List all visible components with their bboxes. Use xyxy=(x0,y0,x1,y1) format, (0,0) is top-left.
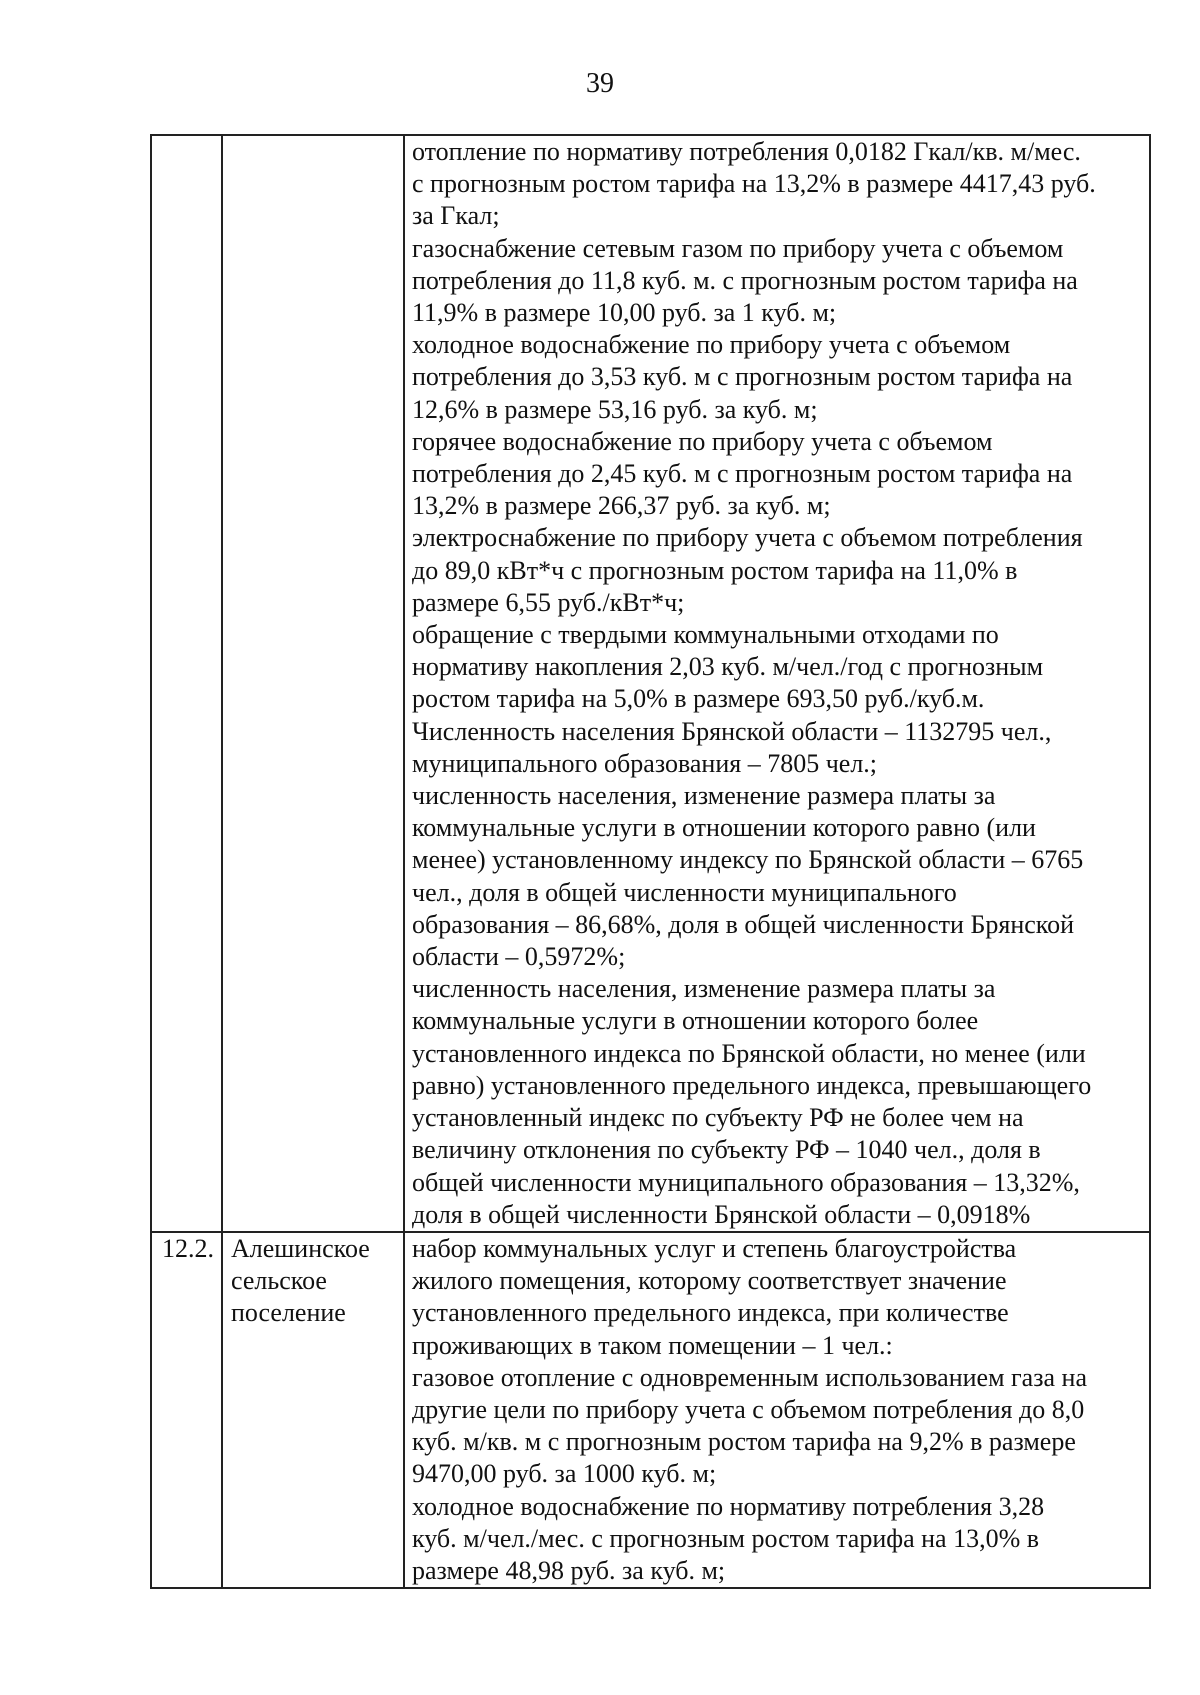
description-line: ростом тарифа на 5,0% в размере 693,50 руб./куб.м. xyxy=(412,684,985,714)
description-line: 11,9% в размере 10,00 руб. за 1 куб. м; xyxy=(412,298,837,328)
description-line: доля в общей численности Брянской области – 0,0918% xyxy=(412,1199,1031,1229)
description-line: другие цели по прибору учета с объемом потребления до 8,0 xyxy=(412,1394,1085,1424)
description-line: Численность населения Брянской области – 1132795 чел., xyxy=(412,716,1052,746)
row-number-cell xyxy=(151,135,222,1232)
description-line: 13,2% в размере 266,37 руб. за куб. м; xyxy=(412,491,831,521)
description-line: размере 48,98 руб. за куб. м; xyxy=(412,1555,726,1585)
description-line: с прогнозным ростом тарифа на 13,2% в размере 4417,43 руб. xyxy=(412,169,1096,199)
description-line: коммунальные услуги в отношении которого более xyxy=(412,1006,979,1036)
municipality-name-line: поселение xyxy=(231,1298,346,1328)
description-line: менее) установленному индексу по Брянской области – 6765 xyxy=(412,845,1084,875)
description-line: численность населения, изменение размера платы за xyxy=(412,974,996,1004)
description-line: муниципального образования – 7805 чел.; xyxy=(412,748,878,778)
municipality-name-line: Алешинское xyxy=(231,1233,370,1263)
description-line: потребления до 11,8 куб. м. с прогнозным ростом тарифа на xyxy=(412,265,1078,295)
description-line: холодное водоснабжение по нормативу потребления 3,28 xyxy=(412,1491,1045,1521)
description-line: газоснабжение сетевым газом по прибору учета с объемом xyxy=(412,233,1064,263)
description-line: до 89,0 кВт*ч с прогнозным ростом тарифа на 11,0% в xyxy=(412,555,1018,585)
description-line: набор коммунальных услуг и степень благоустройства xyxy=(412,1233,1017,1263)
description-cell xyxy=(404,1232,1150,1588)
municipality-name-cell xyxy=(222,135,404,1232)
table-row xyxy=(151,1232,1150,1588)
description-line: установленного индекса по Брянской области, но менее (или xyxy=(412,1038,1086,1068)
description-line: коммунальные услуги в отношении которого равно (или xyxy=(412,813,1036,843)
description-line: установленный индекс по субъекту РФ не более чем на xyxy=(412,1103,1024,1133)
row-number-cell xyxy=(151,1232,222,1588)
description-line: обращение с твердыми коммунальными отходами по xyxy=(412,620,999,650)
description-line: 9470,00 руб. за 1000 куб. м; xyxy=(412,1459,717,1489)
municipality-name-line: сельское xyxy=(231,1266,327,1296)
description-line: жилого помещения, которому соответствует значение xyxy=(412,1266,1007,1296)
description-line: величину отклонения по субъекту РФ – 1040 чел., доля в xyxy=(412,1135,1041,1165)
tariff-table xyxy=(150,134,1151,1589)
description-line: куб. м/чел./мес. с прогнозным ростом тарифа на 13,0% в xyxy=(412,1523,1040,1553)
table-body xyxy=(151,135,1150,1588)
description-line: газовое отопление с одновременным использованием газа на xyxy=(412,1362,1087,1392)
description-line: образования – 86,68%, доля в общей численности Брянской xyxy=(412,909,1075,939)
description-line: численность населения, изменение размера платы за xyxy=(412,781,996,811)
description-line: установленного предельного индекса, при количестве xyxy=(412,1298,1009,1328)
description-line: за Гкал; xyxy=(412,201,500,231)
description-line: нормативу накопления 2,03 куб. м/чел./год с прогнозным xyxy=(412,652,1044,682)
municipality-name-cell xyxy=(222,1232,404,1588)
description-line: общей численности муниципального образования – 13,32%, xyxy=(412,1167,1080,1197)
description-line: 12,6% в размере 53,16 руб. за куб. м; xyxy=(412,394,818,424)
description-line: горячее водоснабжение по прибору учета с объемом xyxy=(412,426,993,456)
description-line: области – 0,5972%; xyxy=(412,942,626,972)
description-line: чел., доля в общей численности муниципального xyxy=(412,877,957,907)
description-line: холодное водоснабжение по прибору учета с объемом xyxy=(412,330,1011,360)
page-number: 39 xyxy=(586,68,614,99)
description-line: равно) установленного предельного индекса, превышающего xyxy=(412,1070,1092,1100)
table-row xyxy=(151,135,1150,1232)
description-line: потребления до 3,53 куб. м с прогнозным ростом тарифа на xyxy=(412,362,1073,392)
description-line: отопление по нормативу потребления 0,0182 Гкал/кв. м/мес. xyxy=(412,137,1081,166)
description-line: электроснабжение по прибору учета с объемом потребления xyxy=(412,523,1083,553)
row-number: 12.2. xyxy=(162,1233,214,1263)
description-cell xyxy=(404,135,1150,1232)
description-line: куб. м/кв. м с прогнозным ростом тарифа на 9,2% в размере xyxy=(412,1427,1076,1457)
description-line: размере 6,55 руб./кВт*ч; xyxy=(412,587,685,617)
description-line: проживающих в таком помещении – 1 чел.: xyxy=(412,1330,893,1360)
description-line: потребления до 2,45 куб. м с прогнозным ростом тарифа на xyxy=(412,459,1073,489)
